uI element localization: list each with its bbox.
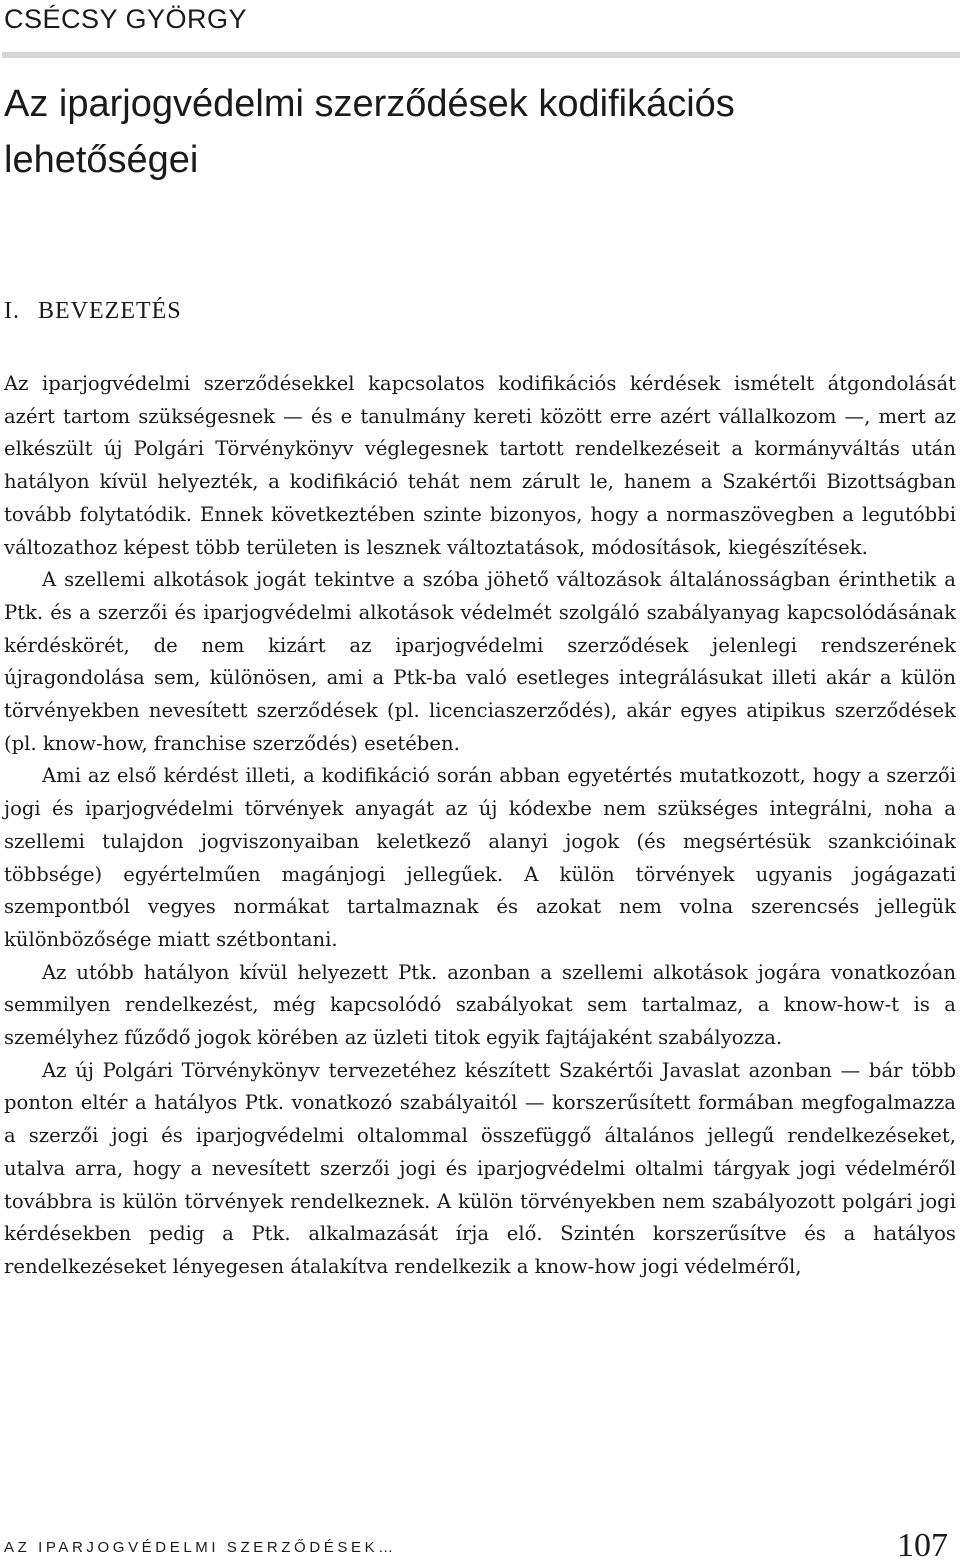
page-footer — [4, 1527, 948, 1563]
paragraph-5: Az új Polgári Törvénykönyv tervezetéhez készített Szakértői Javaslat azonban — bár több ponton eltér a hatályos Ptk. vonatkozó szabályaitól — korszerűsített formában megfogalmazza a szerzői jogi és iparjogvédelmi oltalommal összefüggő általános jellegű rendelkezéseket, utalva arra, hogy a nevesített szerzői jogi és iparjogvédelmi oltalmi tárgyak jogi védelméről továbbra is külön törvények rendelkeznek. A külön törvényekben nem szabályozott polgári jogi kérdésekben pedig a Ptk. alkalmazását írja elő. Szintén korszerűsítve és a hatályos rendelkezéseket lényegesen átalakítva rendelkezik a know-how jogi védelméről, — [4, 1058, 956, 1278]
page-number: 107 — [897, 1527, 948, 1564]
running-head: AZ IPARJOGVÉDELMI SZERZŐDÉSEK… — [4, 1539, 397, 1556]
paragraph-1: Az iparjogvédelmi szerződésekkel kapcsolatos kodifikációs kérdések ismételt átgondolását azért tartom szükségesnek — és e tanulmány kereti között erre azért vállalkozom —, mert az elkészült új Polgári Törvénykönyv véglegesnek tartott rendelkezéseit a kormányváltás után hatályon kívül helyezték, a kodifikáció tehát nem zárult le, hanem a Szakértői Bizottságban tovább folytatódik. Ennek következtében szinte bizonyos, hogy a normaszövegben a legutóbbi változathoz képest több területen is lesznek változtatások, módosítások, kiegészítések. — [4, 372, 956, 559]
article-body — [4, 368, 956, 1284]
author-name: CSÉCSY GYÖRGY — [4, 4, 248, 34]
header-rule — [2, 52, 960, 58]
section-number: I. — [4, 298, 20, 324]
paragraph-2: A szellemi alkotások jogát tekintve a szóba jöhető változások általánosságban érinthetik a Ptk. és a szerzői és iparjogvédelmi alkotások védelmét szolgáló szabályanyag kapcsolódásának kérdéskörét, de nem kizárt az iparjogvédelmi szerződések jelenlegi rendszerének újragondolása sem, különösen, ami a Ptk-ba való esetleges integrálásukat illeti akár a külön törvényekben nevesített szerződések (pl. licenciaszerződés), akár egyes atipikus szerződések (pl. know-how, franchise szerződés) esetében. — [4, 568, 956, 755]
paragraph-3: Ami az első kérdést illeti, a kodifikáció során abban egyetértés mutatkozott, hogy a szerzői jogi és iparjogvédelmi törvények anyagát az új kódexbe nem szükséges integrálni, noha a szellemi tulajdon jogviszonyaiban keletkező alanyi jogok (és megsértésük szankcióinak többsége) egyértelműen magánjogi jellegűek. A külön törvények ugyanis jogágazati szempontból vegyes normákat tartalmaznak és azokat nem volna szerencsés jellegük különbözősége miatt szétbontani. — [4, 764, 956, 951]
article-title: Az iparjogvédelmi szerződések kodifikációs lehetőségei — [4, 83, 735, 181]
paragraph-4: Az utóbb hatályon kívül helyezett Ptk. azonban a szellemi alkotások jogára vonatkozóan semmilyen rendelkezést, még kapcsolódó szabályokat sem tartalmaz, a know-how-t is a személyhez fűződő jogok körében az üzleti titok egyik fajtájaként szabályozza. — [4, 960, 956, 1050]
section-title: BEVEZETÉS — [38, 298, 182, 324]
section-heading — [4, 298, 182, 325]
